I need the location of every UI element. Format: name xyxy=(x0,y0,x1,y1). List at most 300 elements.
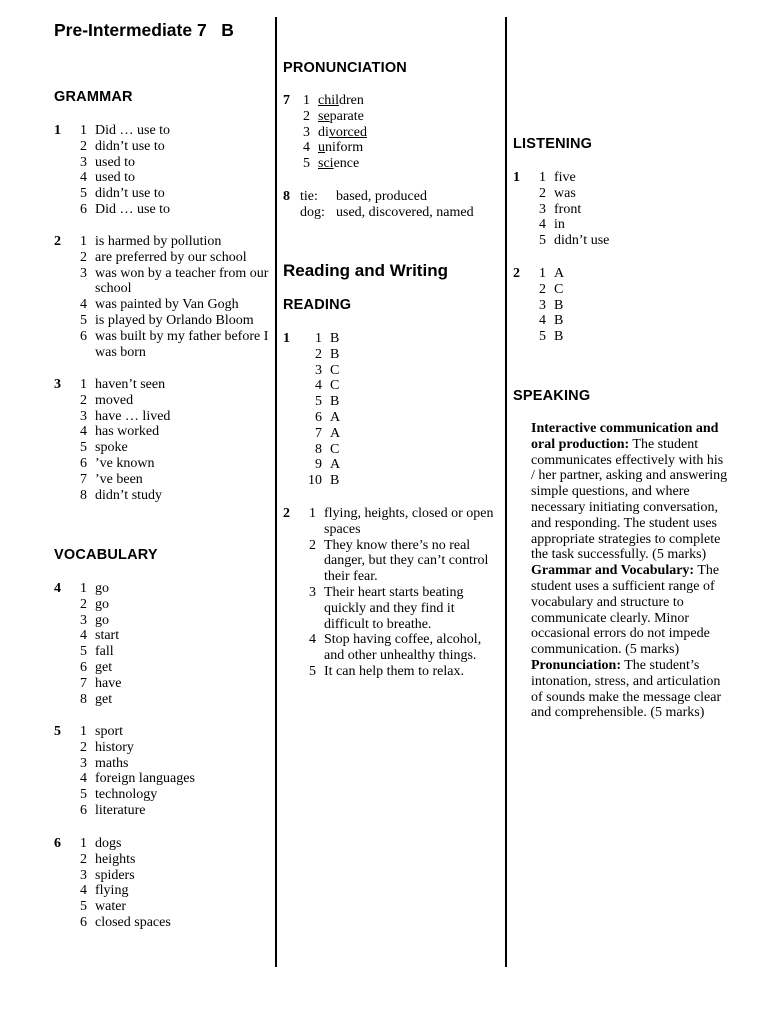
answer-row xyxy=(283,347,498,363)
speaking-criterion-grammar-vocab xyxy=(531,563,730,658)
answer-row xyxy=(54,771,269,787)
item-number: 6 xyxy=(80,659,87,675)
stressed-syllable: chil xyxy=(318,93,339,108)
answer-row xyxy=(54,424,269,440)
answer-row xyxy=(54,852,269,868)
answer-row xyxy=(283,363,498,379)
question-number: 6 xyxy=(54,836,61,851)
answer-text: history xyxy=(95,739,134,755)
answer-row xyxy=(54,676,269,692)
speaking-heading: SPEAKING xyxy=(513,388,591,404)
item-number: 8 xyxy=(80,691,87,707)
question-number xyxy=(54,250,71,266)
item-number: 6 xyxy=(80,201,87,217)
question-number xyxy=(54,424,71,440)
item-number: 4 xyxy=(80,771,87,787)
item-number: 2 xyxy=(80,392,87,408)
answer-text: get xyxy=(95,691,113,707)
listening-q1 xyxy=(513,170,728,249)
answer-row xyxy=(54,186,269,202)
answer-text: was xyxy=(554,185,576,201)
answer-row xyxy=(300,93,498,109)
answer-text: was built by my father before I was born xyxy=(95,328,269,360)
question-number xyxy=(54,266,71,298)
answer-text: didn’t use xyxy=(554,233,610,249)
answer-row xyxy=(54,250,269,266)
pronunciation-q8 xyxy=(283,189,498,221)
question-number xyxy=(54,170,71,186)
pronunciation-word xyxy=(318,140,498,156)
answer-text: closed spaces xyxy=(95,914,171,930)
answer-row xyxy=(54,139,269,155)
answer-row xyxy=(513,202,728,218)
answer-row xyxy=(283,473,498,489)
answer-row xyxy=(283,585,495,632)
item-number: 2 xyxy=(303,108,310,124)
question-number xyxy=(54,202,71,218)
item-number: 1 xyxy=(80,724,87,739)
question-number xyxy=(283,442,300,458)
question-number: 7 xyxy=(283,93,290,108)
pronunciation-heading: PRONUNCIATION xyxy=(283,60,407,76)
answer-row xyxy=(300,109,498,125)
pronunciation-q8-row xyxy=(283,189,498,221)
item-number: 5 xyxy=(539,233,546,249)
reading-writing-heading: Reading and Writing xyxy=(283,261,448,280)
word-part: niform xyxy=(325,140,364,156)
item-number: 3 xyxy=(80,867,87,883)
answer-row xyxy=(283,506,495,538)
answer-text: is harmed by pollution xyxy=(95,234,222,249)
question-number xyxy=(283,538,300,585)
answer-row xyxy=(513,170,728,186)
answer-text: heights xyxy=(95,851,136,867)
question-number xyxy=(54,771,71,787)
question-number xyxy=(283,347,300,363)
item-number: 6 xyxy=(80,914,87,930)
vocabulary-heading: VOCABULARY xyxy=(54,547,158,563)
item-number: 4 xyxy=(539,313,546,329)
answer-text: They know there’s no real danger, but they can’t control their fear. xyxy=(324,537,489,585)
word-part: dren xyxy=(339,93,364,108)
answer-text: spiders xyxy=(95,867,135,883)
question-number xyxy=(283,664,300,680)
answer-text: B xyxy=(554,313,564,329)
answer-row xyxy=(300,125,498,141)
answer-text: A xyxy=(554,266,565,281)
item-number: 6 xyxy=(80,328,87,344)
answer-row xyxy=(283,394,498,410)
question-number xyxy=(513,282,530,298)
question-number: 3 xyxy=(54,377,61,392)
item-number: 1 xyxy=(80,377,87,392)
question-number xyxy=(283,457,300,473)
answer-row xyxy=(54,660,269,676)
answer-text: start xyxy=(95,628,120,644)
answer-row xyxy=(283,632,495,664)
answer-row xyxy=(300,156,498,172)
question-number xyxy=(513,217,530,233)
question-number xyxy=(513,298,530,314)
answer-row xyxy=(54,581,269,597)
item-number: 2 xyxy=(539,281,546,297)
item-number: 1 xyxy=(315,331,322,346)
item-number: 5 xyxy=(80,186,87,202)
question-number: 1 xyxy=(283,331,290,346)
question-number xyxy=(54,644,71,660)
answer-text: front xyxy=(554,201,582,217)
answer-row xyxy=(54,787,269,803)
grammar-q3 xyxy=(54,377,269,503)
vocabulary-q4 xyxy=(54,581,269,707)
answer-row xyxy=(54,234,269,250)
answer-row xyxy=(54,297,269,313)
answer-row xyxy=(54,266,269,298)
item-number: 5 xyxy=(309,663,316,679)
grammar-q2 xyxy=(54,234,269,360)
item-number: 5 xyxy=(80,899,87,915)
answer-text: haven’t seen xyxy=(95,377,166,392)
answer-row xyxy=(54,644,269,660)
answer-row xyxy=(54,155,269,171)
item-number: 4 xyxy=(80,883,87,899)
question-number: 2 xyxy=(283,506,290,521)
question-number xyxy=(54,868,71,884)
item-number: 8 xyxy=(315,441,322,457)
criterion-description: The student communicates effectively with his / her partner, asking and answering simple questions, and where necessary initiating conversation, and responding. The student uses appropriate strategies to complete the task successfully. (5 marks) xyxy=(531,436,728,563)
question-number: 2 xyxy=(54,234,61,249)
answer-row xyxy=(54,409,269,425)
answer-text: was painted by Van Gogh xyxy=(95,297,239,313)
stressed-syllable: se xyxy=(318,108,330,124)
speaking-criteria xyxy=(531,421,730,721)
question-number xyxy=(54,756,71,772)
answer-row xyxy=(54,756,269,772)
sound-words: used, discovered, named xyxy=(336,204,474,220)
item-number: 1 xyxy=(303,93,310,108)
answer-text: didn’t study xyxy=(95,487,163,503)
answer-text: ’ve been xyxy=(95,471,143,487)
listening-q2 xyxy=(513,266,728,345)
item-number: 2 xyxy=(80,138,87,154)
item-number: 5 xyxy=(303,156,310,172)
answer-text: didn’t use to xyxy=(95,186,165,202)
item-number: 3 xyxy=(80,154,87,170)
answer-row xyxy=(54,377,269,393)
question-number xyxy=(54,740,71,756)
answer-text: go xyxy=(95,612,109,628)
item-number: 2 xyxy=(80,596,87,612)
item-number: 7 xyxy=(315,425,322,441)
answer-row xyxy=(513,233,728,249)
grammar-q1 xyxy=(54,123,269,218)
sound-key: dog: xyxy=(300,204,325,220)
answer-text: B xyxy=(330,346,340,362)
question-number: 4 xyxy=(54,581,61,596)
pronunciation-q8-row-dog xyxy=(300,205,498,221)
question-number xyxy=(283,473,300,489)
question-number xyxy=(283,394,300,410)
answer-row xyxy=(54,836,269,852)
column-divider-left xyxy=(275,17,277,967)
item-number: 8 xyxy=(80,487,87,503)
question-number xyxy=(54,692,71,708)
answer-text: have … lived xyxy=(95,408,171,424)
question-number xyxy=(54,297,71,313)
item-number: 3 xyxy=(539,201,546,217)
question-number xyxy=(54,456,71,472)
answer-row xyxy=(54,692,269,708)
criterion-description: The student’s intonation, stress, and articulation of sounds make the message clear and comprehensible. (5 marks) xyxy=(531,657,722,721)
word-part: ence xyxy=(333,156,360,172)
answer-row xyxy=(513,313,728,329)
speaking-criterion-pronunciation xyxy=(531,658,730,721)
question-number xyxy=(54,803,71,819)
answer-row xyxy=(283,410,498,426)
answer-row xyxy=(513,298,728,314)
question-number xyxy=(54,393,71,409)
question-number xyxy=(283,378,300,394)
answer-text: moved xyxy=(95,392,134,408)
question-number xyxy=(283,632,300,664)
answer-row xyxy=(54,613,269,629)
item-number: 3 xyxy=(309,584,316,600)
item-number: 5 xyxy=(80,440,87,456)
stressed-syllable: u xyxy=(318,140,325,156)
item-number: 4 xyxy=(309,632,316,648)
pronunciation-word xyxy=(318,93,498,109)
item-number: 5 xyxy=(80,312,87,328)
question-number xyxy=(54,329,71,361)
item-number: 1 xyxy=(80,581,87,596)
answer-text: in xyxy=(554,217,565,233)
question-number xyxy=(54,660,71,676)
reading-heading: READING xyxy=(283,297,352,313)
vocabulary-q6 xyxy=(54,836,269,931)
answer-text: Did … use to xyxy=(95,123,171,138)
item-number: 4 xyxy=(539,217,546,233)
item-number: 3 xyxy=(80,265,87,281)
answer-row xyxy=(283,426,498,442)
criterion-title: Grammar and Vocabulary: xyxy=(531,563,695,579)
answer-row xyxy=(513,282,728,298)
item-number: 4 xyxy=(315,378,322,394)
answer-text: Stop having coffee, alcohol, and other unhealthy things. xyxy=(324,632,482,664)
question-number xyxy=(513,202,530,218)
answer-text: ’ve known xyxy=(95,455,155,471)
answer-text: maths xyxy=(95,755,129,771)
answer-text: was won by a teacher from our school xyxy=(95,265,269,297)
item-number: 5 xyxy=(315,394,322,410)
item-number: 4 xyxy=(80,628,87,644)
word-part: di xyxy=(318,124,329,140)
answer-row xyxy=(54,868,269,884)
item-number: 6 xyxy=(315,409,322,425)
answer-row xyxy=(283,331,498,347)
answer-text: B xyxy=(554,329,564,345)
answer-row xyxy=(54,628,269,644)
reading-q1 xyxy=(283,331,498,489)
item-number: 4 xyxy=(80,170,87,186)
pronunciation-word xyxy=(318,109,498,125)
item-number: 3 xyxy=(303,124,310,140)
answer-text: are preferred by our school xyxy=(95,249,247,265)
vocabulary-q5 xyxy=(54,724,269,819)
item-number: 3 xyxy=(80,408,87,424)
item-number: 5 xyxy=(539,329,546,345)
item-number: 6 xyxy=(80,802,87,818)
pronunciation-list xyxy=(300,93,498,172)
answer-row xyxy=(54,393,269,409)
answer-text: didn’t use to xyxy=(95,138,165,154)
answer-text: spoke xyxy=(95,440,128,456)
answer-text: flying xyxy=(95,883,129,899)
answer-row xyxy=(283,664,495,680)
item-number: 2 xyxy=(539,185,546,201)
question-number xyxy=(54,852,71,868)
answer-row xyxy=(54,123,269,139)
item-number: 2 xyxy=(309,537,316,553)
answer-row xyxy=(283,538,495,585)
item-number: 5 xyxy=(80,644,87,660)
grammar-heading: GRAMMAR xyxy=(54,89,133,105)
pronunciation-word xyxy=(318,125,498,141)
answer-text: fall xyxy=(95,644,114,660)
answer-row xyxy=(54,313,269,329)
pronunciation-word xyxy=(318,156,498,172)
item-number: 1 xyxy=(539,266,546,281)
item-number: 4 xyxy=(80,297,87,313)
question-number xyxy=(283,426,300,442)
answer-text: flying, heights, closed or open spaces xyxy=(324,506,494,537)
stressed-syllable: vorced xyxy=(328,124,367,140)
item-number: 4 xyxy=(303,140,310,156)
answer-row xyxy=(54,597,269,613)
answer-text: has worked xyxy=(95,424,160,440)
question-number xyxy=(54,488,71,504)
item-number: 2 xyxy=(80,851,87,867)
answer-row xyxy=(513,329,728,345)
question-number xyxy=(54,440,71,456)
answer-text: It can help them to relax. xyxy=(324,663,464,679)
question-number xyxy=(283,585,300,632)
pronunciation-q7-row xyxy=(283,93,498,172)
answer-row xyxy=(54,202,269,218)
question-number: 1 xyxy=(513,170,520,185)
reading-q2 xyxy=(283,506,495,680)
answer-text: A xyxy=(330,457,341,473)
question-number xyxy=(54,155,71,171)
item-number: 7 xyxy=(80,675,87,691)
item-number: 3 xyxy=(80,612,87,628)
listening-heading: LISTENING xyxy=(513,136,593,152)
item-number: 7 xyxy=(80,471,87,487)
answer-row xyxy=(54,899,269,915)
question-number xyxy=(513,186,530,202)
answer-text: C xyxy=(330,378,340,394)
item-number: 3 xyxy=(539,297,546,313)
item-number: 6 xyxy=(80,455,87,471)
question-number xyxy=(54,628,71,644)
answer-text: A xyxy=(330,425,341,441)
answer-text: used to xyxy=(95,154,136,170)
question-number xyxy=(54,899,71,915)
item-number: 2 xyxy=(80,249,87,265)
answer-text: B xyxy=(330,394,340,410)
item-number: 10 xyxy=(308,473,322,489)
answer-text: B xyxy=(554,297,564,313)
answer-row xyxy=(283,442,498,458)
answer-row xyxy=(54,803,269,819)
question-number xyxy=(54,139,71,155)
answer-text: A xyxy=(330,409,341,425)
answer-text: is played by Orlando Bloom xyxy=(95,312,254,328)
question-number xyxy=(54,787,71,803)
question-number xyxy=(283,363,300,379)
question-number xyxy=(54,409,71,425)
column-divider-right xyxy=(505,17,507,967)
answer-text: C xyxy=(330,441,340,457)
answer-text: B xyxy=(330,331,340,346)
criterion-title: Pronunciation: xyxy=(531,657,621,673)
answer-row xyxy=(283,457,498,473)
question-number xyxy=(54,597,71,613)
item-number: 4 xyxy=(80,424,87,440)
word-part: parate xyxy=(329,108,364,124)
answer-row xyxy=(283,378,498,394)
answer-row xyxy=(54,724,269,740)
answer-row xyxy=(54,456,269,472)
criterion-description: The student uses a sufficient range of vocabulary and structure to communicate clearly. Minor occasional errors do not impede communication. (5 marks) xyxy=(531,563,720,658)
answer-row xyxy=(513,266,728,282)
item-number: 1 xyxy=(539,170,546,185)
answer-text: sport xyxy=(95,724,123,739)
item-number: 3 xyxy=(315,362,322,378)
question-number xyxy=(54,186,71,202)
answer-text: C xyxy=(554,281,564,297)
answer-text: C xyxy=(330,362,340,378)
answer-row xyxy=(54,740,269,756)
answer-text: go xyxy=(95,581,109,596)
answer-text: have xyxy=(95,675,122,691)
question-number: 2 xyxy=(513,266,520,281)
sound-key: tie: xyxy=(300,189,318,204)
question-number xyxy=(54,915,71,931)
answer-text: water xyxy=(95,899,127,915)
page-title: Pre-Intermediate 7 B xyxy=(54,20,234,40)
sound-words: based, produced xyxy=(336,189,427,204)
answer-row xyxy=(54,472,269,488)
question-number: 1 xyxy=(54,123,61,138)
question-number xyxy=(54,613,71,629)
item-number: 5 xyxy=(80,787,87,803)
pronunciation-q7 xyxy=(283,93,498,172)
answer-row xyxy=(54,915,269,931)
question-number xyxy=(283,410,300,426)
criterion-title: Interactive communication and oral production: xyxy=(531,421,719,452)
pronunciation-q8-row-tie xyxy=(300,189,498,205)
item-number: 2 xyxy=(315,346,322,362)
item-number: 1 xyxy=(80,234,87,249)
answer-row xyxy=(54,170,269,186)
question-number xyxy=(54,313,71,329)
answer-text: used to xyxy=(95,170,136,186)
answer-row xyxy=(54,488,269,504)
answer-row xyxy=(513,186,728,202)
speaking-criterion-interactive xyxy=(531,421,730,563)
answer-text: literature xyxy=(95,802,146,818)
answer-text: Their heart starts beating quickly and they find it difficult to breathe. xyxy=(324,584,464,632)
